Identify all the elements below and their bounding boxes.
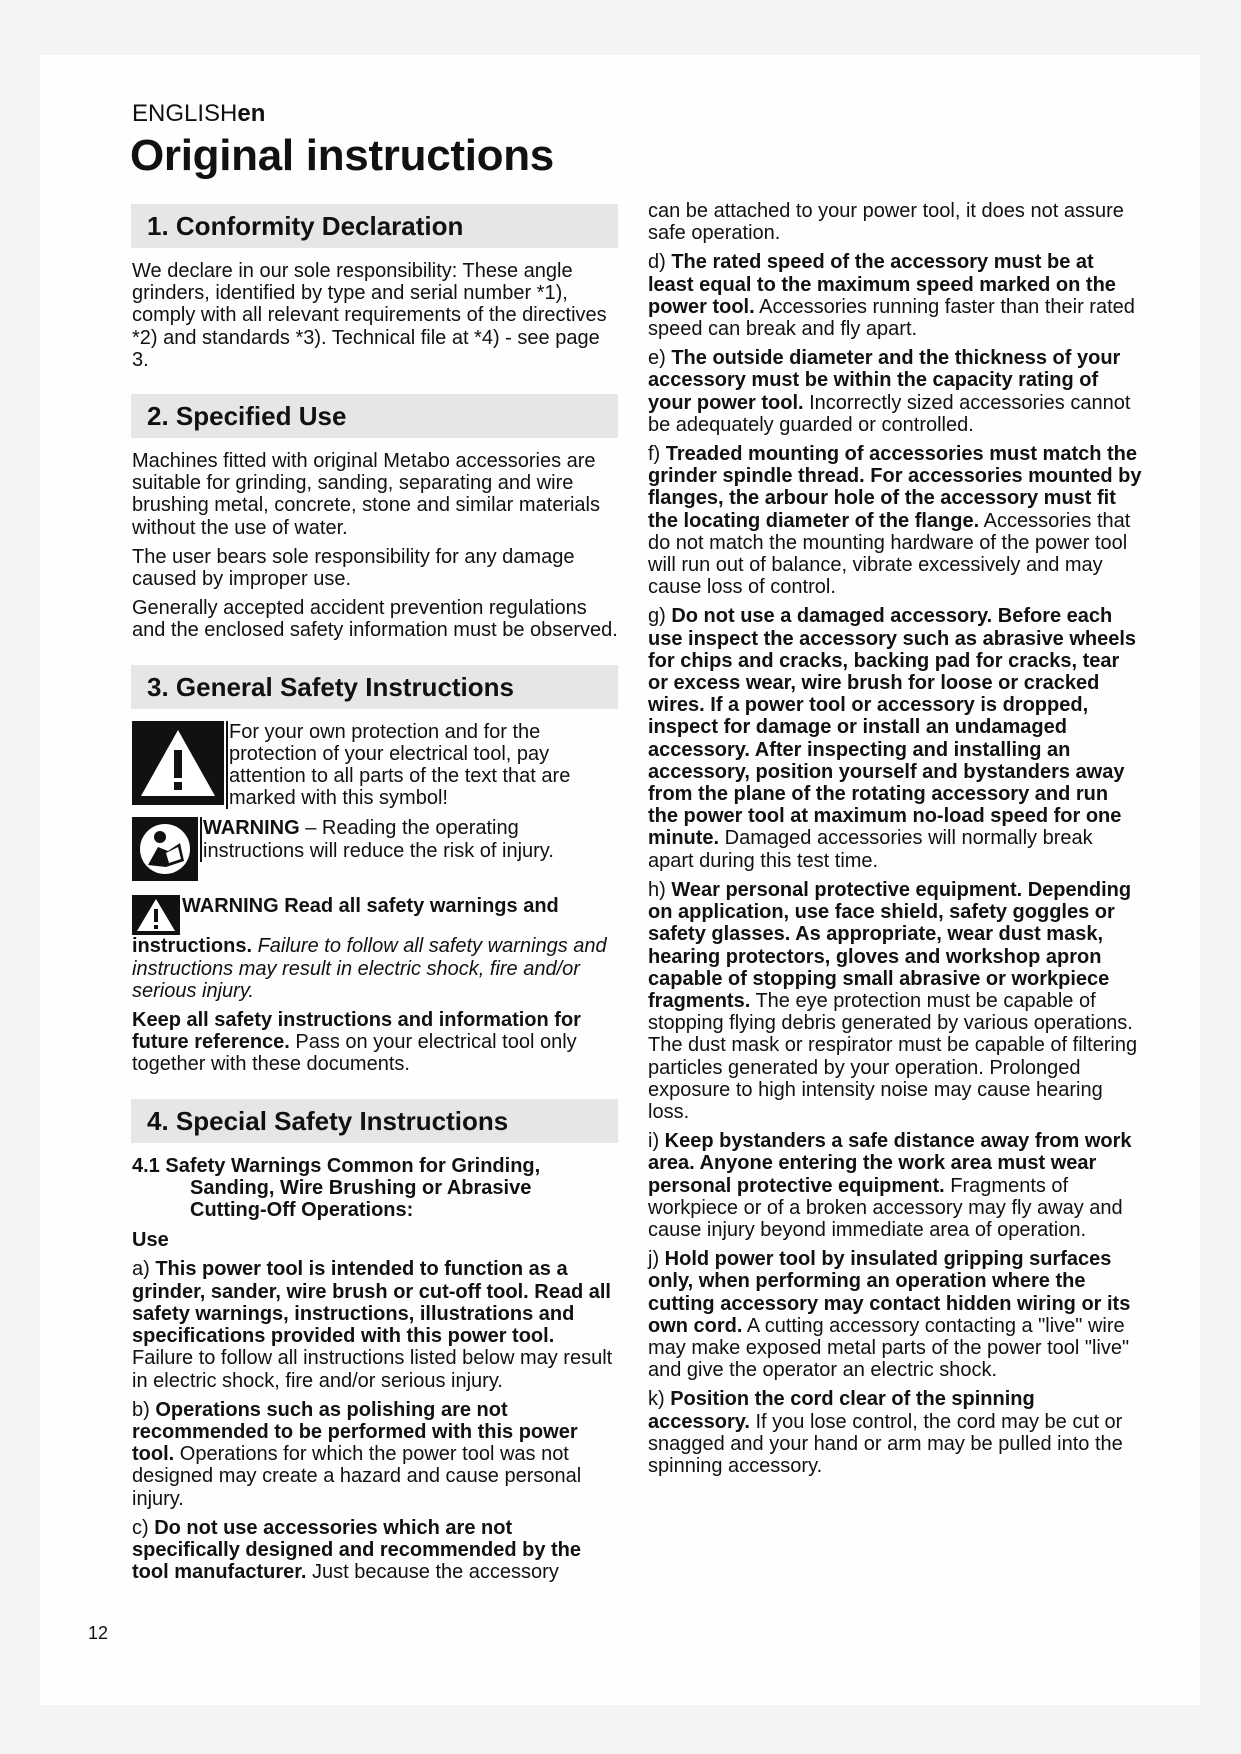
item-b: b) Operations such as polishing are not recommended to be performed with this power tool. Operations for which the power tool was not designed may create a hazard and cause personal injury. xyxy=(132,1398,582,1510)
item-h: h) Wear personal protective equipment. Depending on application, use face shield, safety goggles or safety glasses. As appropriate, wear dust mask, hearing protectors, gloves and workshop apron capable of stopping small abrasive or workpiece fragments. The eye protection must be capable of stopping flying debris generated by various operations. The dust mask or respirator must be capable of filtering particles generated by your operation. Prolonged exposure to high intensity noise may cause hearing loss. xyxy=(648,878,1138,1123)
language-code: en xyxy=(237,100,266,127)
specified-use-text-1: Machines fitted with original Metabo accessories are suitable for grinding, sanding, separating and wire brushing metal, concrete, stone and similar materials without the use of water. xyxy=(132,450,600,539)
subsection-heading-4-1 xyxy=(132,1155,618,1222)
keep-instructions-bold: Keep all safety instructions and information for future reference. xyxy=(132,1009,581,1054)
section-heading-special-safety: 4. Special Safety Instructions xyxy=(131,1099,618,1143)
read-manual-text xyxy=(200,817,618,861)
left-column xyxy=(132,204,618,1590)
item-k: k) Position the cord clear of the spinning accessory. If you lose control, the cord may be cut or snagged and your hand or arm may be pulled into the spinning accessory. xyxy=(648,1388,1123,1477)
specified-use-text-3: Generally accepted accident prevention regulations and the enclosed safety information must be observed. xyxy=(132,597,618,642)
section-heading-specified-use: 2. Specified Use xyxy=(131,394,618,438)
item-e: e) The outside diameter and the thickness of your accessory must be within the capacity rating of your power tool. Incorrectly sized accessories cannot be adequately guarded or controlled. xyxy=(648,347,1131,436)
item-a: a) This power tool is intended to function as a grinder, sander, wire brush or cut-off tool. Read all safety warnings, instructions, illustrations and specifications provided with this power tool. Failure to follow all instructions listed below may result in electric shock, fire and/or serious injury. xyxy=(132,1258,613,1392)
item-f: f) Treaded mounting of accessories must match the grinder spindle thread. For accessories mounted by flanges, the arbour hole of the accessory must fit the locating diameter of the flange. Accessories that do not match the mounting hardware of the power tool will run out of balance, vibrate excessively and may cause loss of control. xyxy=(648,443,1142,599)
item-c-continued: can be attached to your power tool, it does not assure safe operation. xyxy=(648,200,1124,245)
item-g: g) Do not use a damaged accessory. Before each use inspect the accessory such as abrasive wheels for chips and cracks, backing pad for cracks, tear or excess wear, wire brush for loose or cracked wires. If a power tool or accessory is dropped, inspect for damage or install an undamaged accessory. After inspecting and installing an accessory, position yourself and bystanders away from the plane of the rotating accessory and run the power tool at maximum no-load speed for one minute. Damaged accessories will normally break apart during this test time. xyxy=(648,605,1137,872)
keep-instructions xyxy=(132,1009,618,1076)
subsection-title-line-2: Sanding, Wire Brushing or Abrasive xyxy=(190,1176,532,1199)
warning-symbol-text: For your own protection and for the protection of your electrical tool, pay attention to all parts of the text that are marked with this symbol! xyxy=(226,721,618,810)
keep-instructions-body: Pass on your electrical tool only together with these documents. xyxy=(132,1031,577,1076)
section-heading-conformity: 1. Conformity Declaration xyxy=(131,204,618,248)
item-i: i) Keep bystanders a safe distance away from work area. Anyone entering the work area must wear personal protective equipment. Fragments of workpiece or of a broken accessory may fly away and cause injury beyond immediate area of operation. xyxy=(648,1130,1132,1241)
language-label xyxy=(132,100,265,128)
read-manual-note xyxy=(132,817,618,881)
subsection-number: 4.1 xyxy=(132,1154,160,1177)
page-title: Original instructions xyxy=(130,131,554,180)
language-text: ENGLISH xyxy=(132,100,238,127)
warning-symbol-note xyxy=(132,721,618,810)
right-column xyxy=(648,200,1142,1484)
read-all-warnings xyxy=(132,895,618,1002)
read-manual-label: WARNING xyxy=(203,817,300,840)
read-manual-body: – Reading the operating instructions will reduce the risk of injury. xyxy=(203,817,554,862)
conformity-text: We declare in our sole responsibility: These angle grinders, identified by type and serial number *1), comply with all relevant requirements of the directives *2) and standards *3). Technical file at *4) - see page 3. xyxy=(132,260,607,371)
specified-use-text-2: The user bears sole responsibility for any damage caused by improper use. xyxy=(132,545,575,591)
warning-triangle-icon xyxy=(132,721,224,805)
item-j: j) Hold power tool by insulated gripping surfaces only, when performing an operation where the cutting accessory may contact hidden wiring or its own cord. A cutting accessory contacting a "live" wire may make exposed metal parts of the power tool "live" and give the operator an electric shock. xyxy=(648,1248,1131,1382)
item-c: c) Do not use accessories which are not specifically designed and recommended by the tool manufacturer. Just because the accessory xyxy=(132,1516,582,1584)
page-number: 12 xyxy=(88,1623,109,1643)
read-all-warnings-bold: WARNING Read all safety warnings and instructions. xyxy=(132,895,559,958)
read-manual-icon xyxy=(132,817,198,881)
subsection-title-line-3: Cutting-Off Operations: xyxy=(190,1199,414,1222)
item-d: d) The rated speed of the accessory must be at least equal to the maximum speed marked on the power tool. Accessories running faster than their rated speed can break and fly apart. xyxy=(648,251,1135,341)
small-warning-icon xyxy=(132,895,180,935)
subsection-title-line-1: Safety Warnings Common for Grinding, xyxy=(165,1154,541,1177)
use-label: Use xyxy=(132,1229,169,1252)
section-heading-general-safety: 3. General Safety Instructions xyxy=(131,665,618,709)
read-all-warnings-italic: Failure to follow all safety warnings and instructions may result in electric shock, fire and/or serious injury. xyxy=(132,935,607,1002)
